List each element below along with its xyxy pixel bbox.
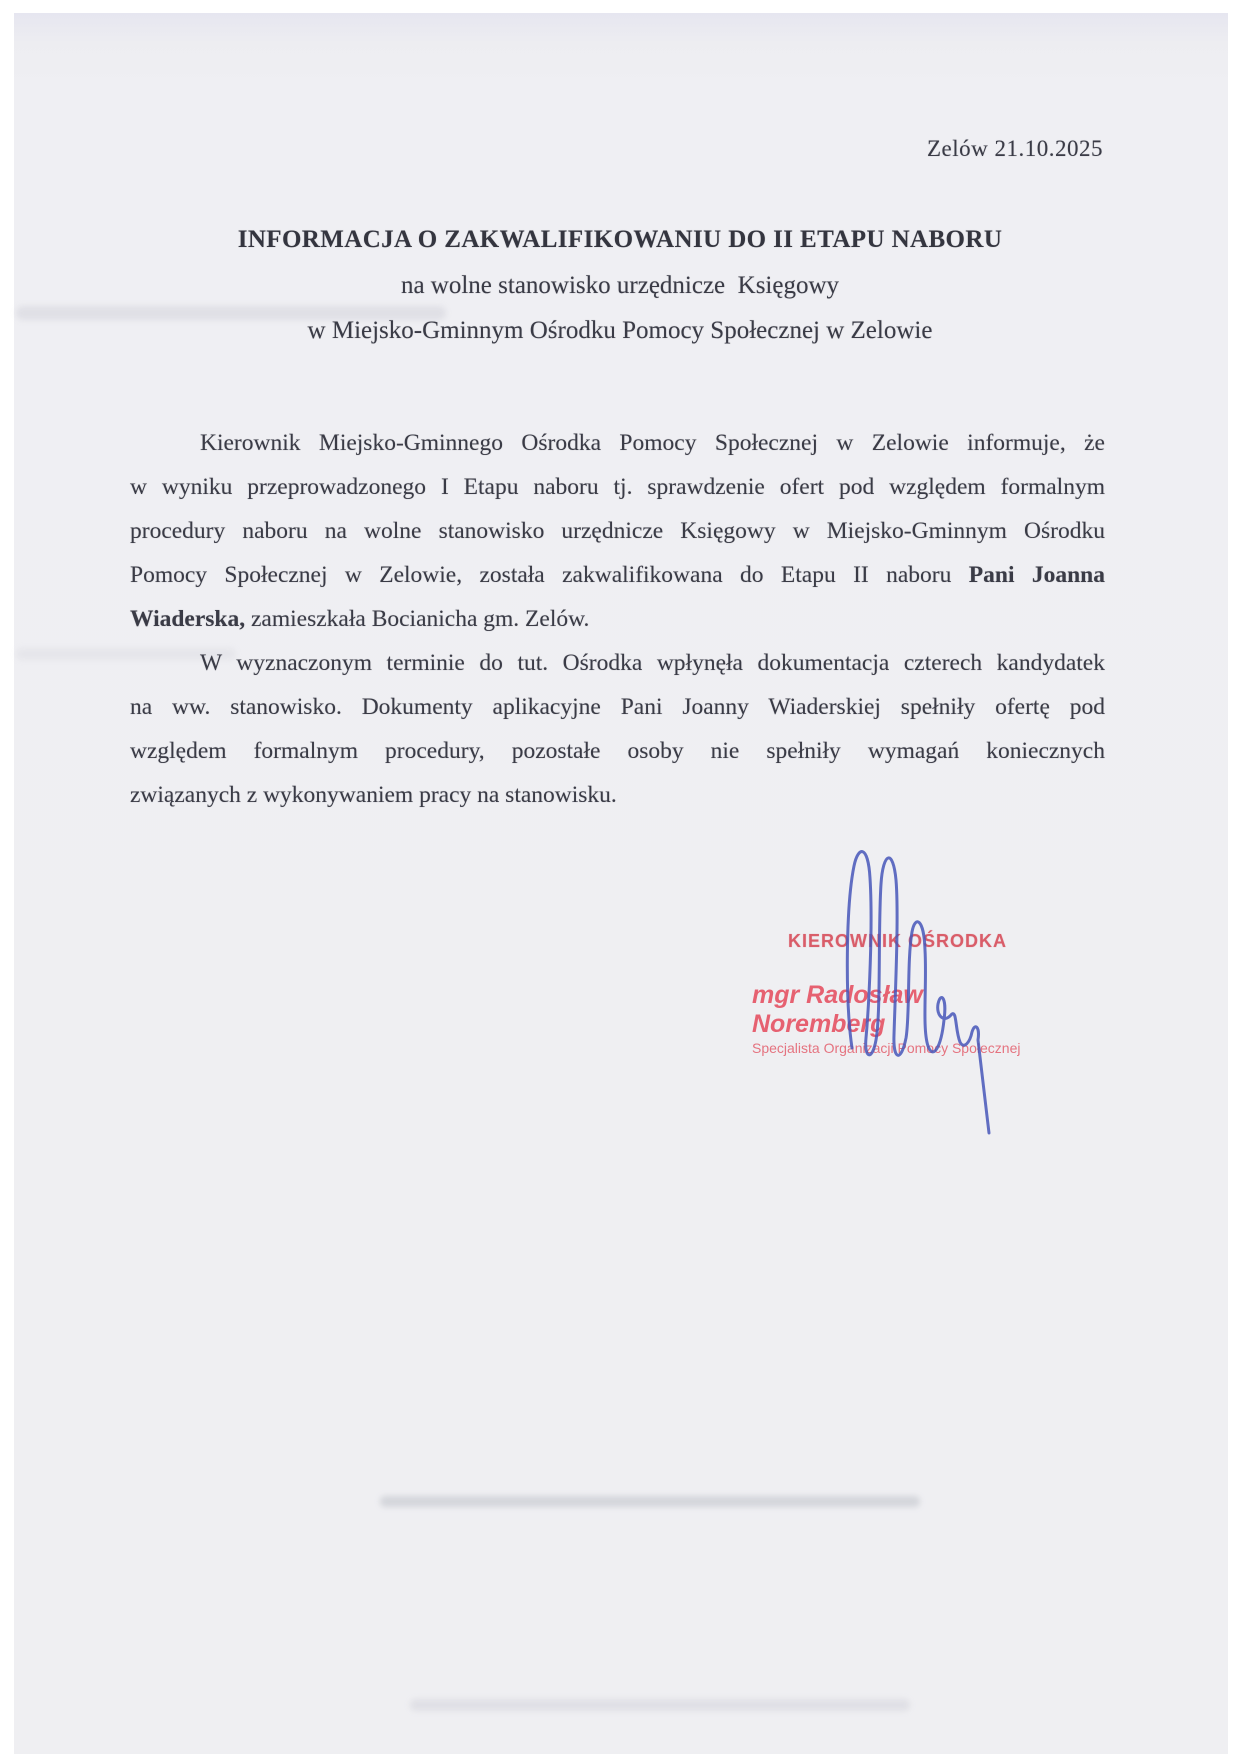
letter-subtitle-institution: w Miejsko-Gminnym Ośrodku Pomocy Społecznej w Zelowie xyxy=(307,317,933,344)
letter-title: INFORMACJA O ZAKWALIFIKOWANIU DO II ETAPU NABORU xyxy=(237,226,1003,253)
letter-line: na ww. stanowisko. Dokumenty aplikacyjne Pani Joanny Wiaderskiej spełniły ofertę pod xyxy=(130,694,1105,720)
letter-line: W wyznaczonym terminie do tut. Ośrodka wpłynęła dokumentacja czterech kandydatek xyxy=(200,650,1105,676)
letter-line: Wiaderska, zamieszkała Bocianicha gm. Zelów. xyxy=(130,606,590,632)
letter-line: związanych z wykonywaniem pracy na stanowisku. xyxy=(130,782,617,808)
date-line: Zelów 21.10.2025 xyxy=(926,136,1103,161)
letter-line: w wyniku przeprowadzonego I Etapu naboru tj. sprawdzenie ofert pod względem formalnym xyxy=(130,474,1105,500)
stamp-subtitle-text: Specjalista Organizacji Pomocy Społecznej xyxy=(752,1040,1021,1056)
letter-line: Pomocy Społecznej w Zelowie, została zakwalifikowana do Etapu II naboru Pani Joanna xyxy=(130,562,1105,588)
stamp-role-text: KIEROWNIK OŚRODKA xyxy=(788,931,1007,951)
letter-line: względem formalnym procedury, pozostałe osoby nie spełniły wymagań koniecznych xyxy=(130,738,1105,764)
letter-line: Kierownik Miejsko-Gminnego Ośrodka Pomocy Społecznej w Zelowie informuje, że xyxy=(200,430,1105,456)
stamp-name-text: mgr Radosław Noremberg xyxy=(752,981,923,1038)
letter-line: procedury naboru na wolne stanowisko urzędnicze Księgowy w Miejsko-Gminnym Ośrodku xyxy=(130,518,1105,544)
letter-subtitle-position: na wolne stanowisko urzędnicze Księgowy xyxy=(400,272,840,299)
letter-body xyxy=(130,421,1105,817)
